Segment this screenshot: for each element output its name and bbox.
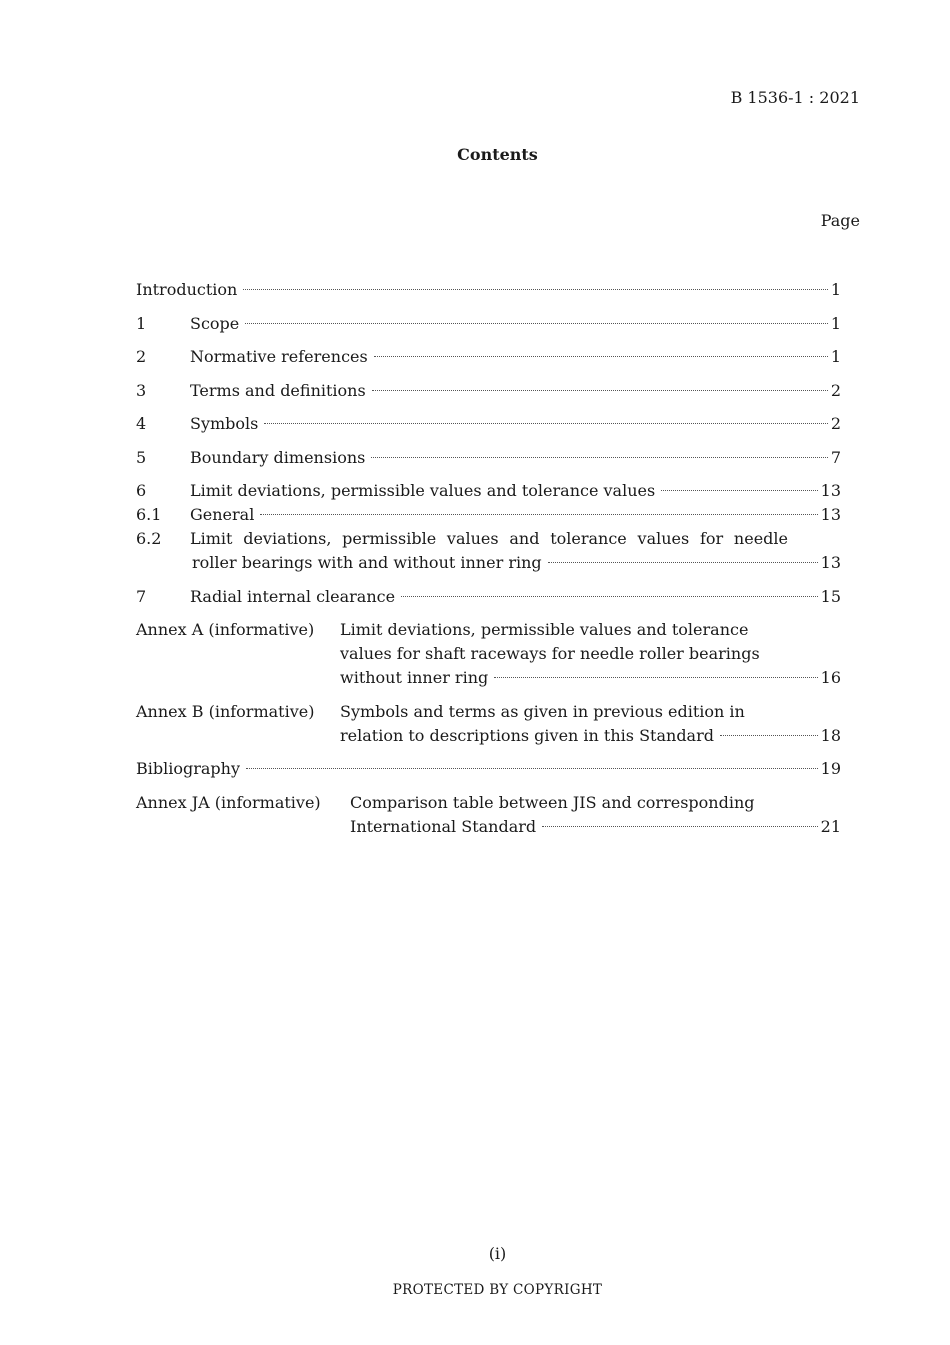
annex-title xyxy=(340,700,841,748)
document-code: B 1536-1 : 2021 xyxy=(730,88,860,107)
toc-page-number: 21 xyxy=(820,816,841,836)
toc-entry-boundary-dimensions[interactable] xyxy=(136,446,841,470)
dot-leader xyxy=(260,514,817,515)
dot-leader xyxy=(246,768,818,769)
toc-page-number: 13 xyxy=(820,553,841,572)
dot-leader xyxy=(374,356,828,357)
toc-clause-number: 3 xyxy=(136,380,147,400)
toc-page-number: 13 xyxy=(820,505,841,524)
annex-label: Annex B (informative) xyxy=(136,701,315,721)
title-word: needle xyxy=(733,529,788,548)
annex-title-line-1: Limit deviations, permissible values and tolerance xyxy=(340,620,749,639)
title-word: values xyxy=(637,529,690,548)
annex-title-line-1: Symbols and terms as given in previous edition in xyxy=(340,701,745,721)
toc-title: Symbols xyxy=(190,414,259,433)
dot-leader xyxy=(245,323,828,324)
toc-title: Introduction xyxy=(136,280,238,299)
title-word: permissible xyxy=(342,529,437,548)
dot-leader xyxy=(401,596,818,597)
title-word: deviations, xyxy=(243,529,332,548)
toc-page-number: 2 xyxy=(830,380,841,400)
contents-title: Contents xyxy=(457,145,538,164)
toc-title: Normative references xyxy=(190,347,368,366)
toc-entry-general[interactable] xyxy=(136,503,841,527)
title-word: for xyxy=(699,529,724,548)
toc-title: Limit deviations, permissible values and tolerance values xyxy=(190,481,656,500)
toc-entry-scope[interactable] xyxy=(136,312,841,336)
toc-title: Radial internal clearance xyxy=(190,586,396,606)
annex-label: Annex JA (informative) xyxy=(136,792,321,812)
toc-entry-limit-deviations[interactable] xyxy=(136,479,841,503)
toc-page-number: 7 xyxy=(830,447,841,467)
annex-label: Annex A (informative) xyxy=(136,620,315,639)
toc-entry-radial-clearance[interactable] xyxy=(136,585,841,609)
footer-page-number: (i) xyxy=(488,1244,507,1263)
toc-entry-symbols[interactable] xyxy=(136,412,841,436)
annex-title xyxy=(340,618,841,690)
title-word: tolerance xyxy=(550,529,627,548)
toc-clause-number: 6.1 xyxy=(136,505,162,524)
toc-title: Terms and definitions xyxy=(190,380,366,400)
toc-title: General xyxy=(190,505,255,524)
dot-leader xyxy=(264,423,827,424)
toc-entry-terms-definitions[interactable] xyxy=(136,379,841,403)
toc-entry-normative-references[interactable] xyxy=(136,345,841,369)
toc-title-line-2: roller bearings with and without inner ring xyxy=(192,553,542,572)
annex-title-line-3: without inner ring xyxy=(340,668,489,687)
toc-clause-number: 2 xyxy=(136,347,147,366)
dot-leader xyxy=(372,390,828,391)
annex-title-line-2: International Standard xyxy=(350,816,537,836)
dot-leader xyxy=(661,490,817,491)
toc-clause-number: 5 xyxy=(136,447,147,467)
table-of-contents xyxy=(136,278,841,848)
dot-leader xyxy=(720,735,818,736)
dot-leader xyxy=(542,826,817,827)
annex-title xyxy=(350,791,841,839)
copyright-notice: PROTECTED BY COPYRIGHT xyxy=(392,1282,603,1298)
toc-title: Boundary dimensions xyxy=(190,447,366,467)
toc-entry-annex-a[interactable] xyxy=(136,618,841,690)
toc-page-number: 16 xyxy=(820,668,841,687)
annex-title-line-2: values for shaft raceways for needle roller bearings xyxy=(340,644,760,663)
dot-leader xyxy=(371,457,827,458)
dot-leader xyxy=(548,562,818,563)
toc-entry-limit-deviations-needle[interactable] xyxy=(136,527,841,575)
toc-clause-number: 6 xyxy=(136,481,147,500)
toc-page-number: 15 xyxy=(820,586,841,606)
annex-title-line-1: Comparison table between JIS and corresponding xyxy=(350,792,755,812)
toc-clause-number: 1 xyxy=(136,313,147,333)
toc-page-number: 2 xyxy=(830,414,841,433)
toc-page-number: 1 xyxy=(830,280,841,299)
title-word: Limit xyxy=(190,529,233,548)
title-word: values xyxy=(446,529,499,548)
toc-entry-annex-ja[interactable] xyxy=(136,791,841,839)
toc-title: Bibliography xyxy=(136,759,240,778)
dot-leader xyxy=(494,677,817,678)
toc-page-number: 1 xyxy=(830,347,841,366)
toc-page-number: 18 xyxy=(820,725,841,745)
annex-title-line-2: relation to descriptions given in this Standard xyxy=(340,725,714,745)
toc-clause-number: 7 xyxy=(136,586,147,606)
toc-title-line-1 xyxy=(190,527,788,551)
toc-page-number: 13 xyxy=(820,481,841,500)
toc-clause-number: 4 xyxy=(136,414,147,433)
toc-page-number: 19 xyxy=(820,759,841,778)
toc-page-number: 1 xyxy=(830,313,841,333)
dot-leader xyxy=(243,289,827,290)
title-word: and xyxy=(509,529,540,548)
toc-clause-number: 6.2 xyxy=(136,529,162,548)
toc-entry-introduction[interactable] xyxy=(136,278,841,302)
toc-title: Scope xyxy=(190,313,240,333)
toc-entry-annex-b[interactable] xyxy=(136,700,841,748)
toc-entry-bibliography[interactable] xyxy=(136,757,841,781)
page-column-label: Page xyxy=(820,211,860,230)
